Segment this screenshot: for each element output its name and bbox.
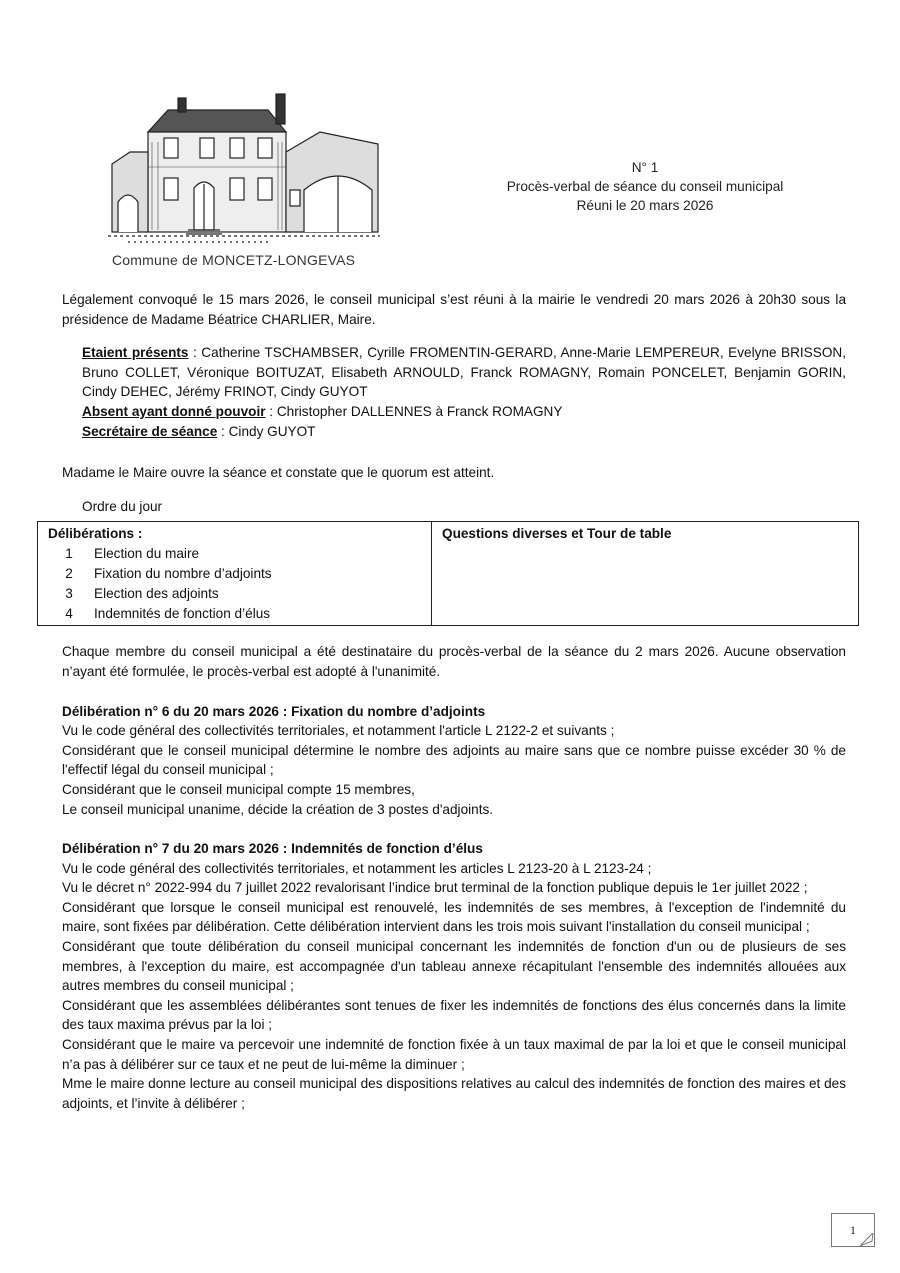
town-hall-illustration xyxy=(108,92,380,252)
agenda-right-header: Questions diverses et Tour de table xyxy=(442,526,672,542)
intro-paragraph: Légalement convoqué le 15 mars 2026, le conseil municipal s’est réuni à la mairie le vendredi 20 mars 2026 à 20h30 sous la présidence de Madame Béatrice CHARLIER, Maire. xyxy=(62,292,846,327)
deliberation-7-line: Vu le décret n° 2022-994 du 7 juillet 2022 revalorisant l’indice brut terminal de la fonction publique depuis le 1er juillet 2022 ; xyxy=(62,880,808,896)
agenda-item-number: 1 xyxy=(65,546,73,562)
secretary-label: Secrétaire de séance xyxy=(82,423,218,439)
agenda-item-number: 2 xyxy=(65,566,73,582)
deliberation-6-title: Délibération n° 6 du 20 mars 2026 : Fixation du nombre d’adjoints xyxy=(62,703,486,719)
agenda-item xyxy=(48,604,421,624)
agenda-item xyxy=(48,564,421,584)
present-names: : Catherine TSCHAMBSER, Cyrille FROMENTIN-GERARD, Anne-Marie LEMPEREUR, Evelyne BRISSON, Bruno COLLET, Véronique BOITUZAT, Elisabeth ARNOULD, Franck ROMAGNY, Romain PONCELET, Benjamin GORIN, Cindy DEHEC, Jérémy FRINOT, Cindy GUYOT xyxy=(82,345,846,400)
deliberation-6-line: Considérant que le conseil municipal compte 15 membres, xyxy=(62,781,415,797)
secretary-text: : Cindy GUYOT xyxy=(217,423,316,439)
agenda-table xyxy=(37,521,859,626)
present-line xyxy=(82,343,846,402)
deliberation-7-line: Mme le maire donne lecture au conseil municipal des dispositions relatives au calcul des indemnités de fonction des maires et des adjoints, et l’invite à délibérer ; xyxy=(62,1076,846,1111)
deliberation-7-line: Considérant que toute délibération du conseil municipal concernant les indemnités de fonction d'un ou de plusieurs de ses membres, à l'exception du maire, est accompagnée d'un tableau annexe récapitulant l'ensemble des indemnités allouées aux autres membres du conseil municipal ; xyxy=(62,939,846,994)
deliberation-7-line: Considérant que lorsque le conseil municipal est renouvelé, les indemnités de ses membres, à l'exception de l'indemnité du maire, sont fixées par délibération. Cette délibération intervient dans les trois mois suivant l'installation du conseil municipal ; xyxy=(62,899,846,935)
agenda-item xyxy=(48,584,421,604)
absent-label: Absent ayant donné pouvoir xyxy=(82,403,266,419)
agenda-left-header: Délibérations : xyxy=(48,526,143,542)
present-label: Etaient présents xyxy=(82,345,189,361)
deliberation-7-line: Vu le code général des collectivités territoriales, et notamment les articles L 2123-20 à L 2123-24 ; xyxy=(62,860,652,876)
commune-name: Commune de MONCETZ-LONGEVAS xyxy=(112,252,356,268)
attendance-block xyxy=(82,343,846,441)
report-number: N° 1 xyxy=(631,160,659,175)
report-title: Procès-verbal de séance du conseil municipal xyxy=(506,179,784,194)
page-curl-icon xyxy=(860,1233,874,1247)
secretary-line xyxy=(82,422,846,442)
report-date: Réuni le 20 mars 2026 xyxy=(576,198,714,213)
agenda-item-label: Election des adjoints xyxy=(94,586,219,602)
deliberation-7-line: Considérant que le maire va percevoir une indemnité de fonction fixée à un taux maximal de par la loi et que le conseil municipal n’a pas à délibérer sur ce taux et ne peut de lui-même la diminuer ; xyxy=(62,1037,846,1072)
absent-text: : Christopher DALLENNES à Franck ROMAGNY xyxy=(265,403,563,419)
absent-line xyxy=(82,402,846,422)
agenda-item-label: Fixation du nombre d’adjoints xyxy=(94,566,272,582)
deliberation-7-title: Délibération n° 7 du 20 mars 2026 : Indemnités de fonction d’élus xyxy=(62,841,483,857)
agenda-item-label: Indemnités de fonction d’élus xyxy=(94,606,271,622)
agenda-item-number: 4 xyxy=(65,606,73,622)
adoption-paragraph: Chaque membre du conseil municipal a été destinataire du procès-verbal de la séance du 2 mars 2026. Aucune observation n’ayant été formulée, le procès-verbal est adopté à l'unanimité. xyxy=(62,644,846,679)
letterhead xyxy=(108,92,408,272)
agenda-item-number: 3 xyxy=(65,586,73,602)
opening-paragraph: Madame le Maire ouvre la séance et constate que le quorum est atteint. xyxy=(62,465,495,481)
deliberation-6 xyxy=(62,702,846,820)
agenda-item-label: Election du maire xyxy=(94,546,200,562)
agenda-questions-cell xyxy=(432,522,859,626)
deliberation-6-line: Vu le code général des collectivités territoriales, et notamment l'article L 2122-2 et suivants ; xyxy=(62,723,615,739)
deliberation-7-line: Considérant que les assemblées délibérantes sont tenues de fixer les indemnités de fonctions des élus concernés dans la limite des taux maxima prévus par la loi ; xyxy=(62,997,846,1033)
agenda-title: Ordre du jour xyxy=(82,498,163,514)
report-heading xyxy=(480,158,810,215)
report-body xyxy=(48,290,846,1133)
page-number-box: 1 xyxy=(831,1213,875,1247)
deliberation-6-line: Considérant que le conseil municipal détermine le nombre des adjoints au maire sans que ce nombre puisse excéder 30 % de l'effectif légal du conseil municipal ; xyxy=(62,742,846,778)
agenda-item xyxy=(48,544,421,564)
deliberation-6-line: Le conseil municipal unanime, décide la création de 3 postes d'adjoints. xyxy=(62,801,494,817)
deliberation-7 xyxy=(62,839,846,1113)
agenda-deliberations-cell xyxy=(38,522,432,626)
